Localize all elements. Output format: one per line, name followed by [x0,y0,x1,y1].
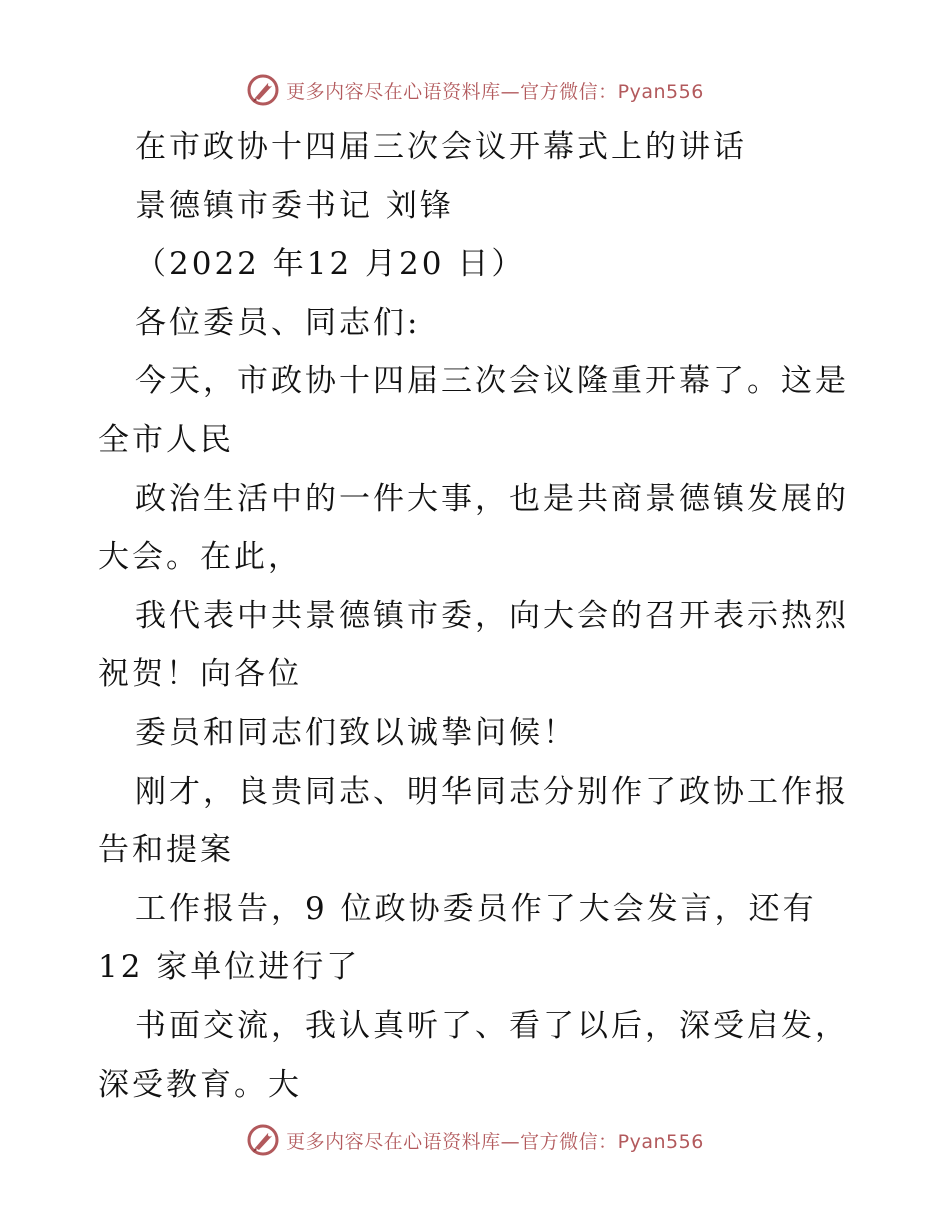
header-watermark [0,70,950,110]
text-line: 各位委员、同志们: [135,304,421,341]
document-title: 在市政协十四届三次会议开幕式上的讲话 [135,129,747,165]
text-line: 祝贺！向各位 [98,656,302,693]
text-line: 我代表中共景德镇市委，向大会的召开表示热烈 [135,597,849,634]
date-line: （2022 年12 月20 日） [135,246,526,283]
document-body [98,124,858,1120]
speaker-line: 景德镇市委书记 刘锋 [135,187,454,224]
footer-watermark [0,1120,950,1160]
text-line: 委员和同志们致以诚挚问候！ [135,714,577,751]
watermark-text: 更多内容尽在心语资料库—官方微信：Pyan556 [286,1130,704,1153]
text-line: 刚才，良贵同志、明华同志分别作了政协工作报 [135,773,849,810]
text-line: 书面交流，我认真听了、看了以后，深受启发， [135,1007,849,1044]
text-line: 工作报告，9 位政协委员作了大会发言，还有 [135,890,817,927]
pen-circle-logo-icon [246,1123,280,1157]
text-line: 12 家单位进行了 [98,949,361,986]
text-line: 全市人民 [98,421,234,458]
text-line: 大会。在此， [98,539,302,576]
watermark-text: 更多内容尽在心语资料库—官方微信：Pyan556 [286,80,704,103]
text-line: 告和提案 [98,832,234,869]
text-line: 深受教育。大 [98,1066,302,1103]
pen-circle-logo-icon [246,73,280,107]
text-line: 政治生活中的一件大事，也是共商景德镇发展的 [135,480,849,517]
text-line: 今天，市政协十四届三次会议隆重开幕了。这是 [135,363,849,400]
